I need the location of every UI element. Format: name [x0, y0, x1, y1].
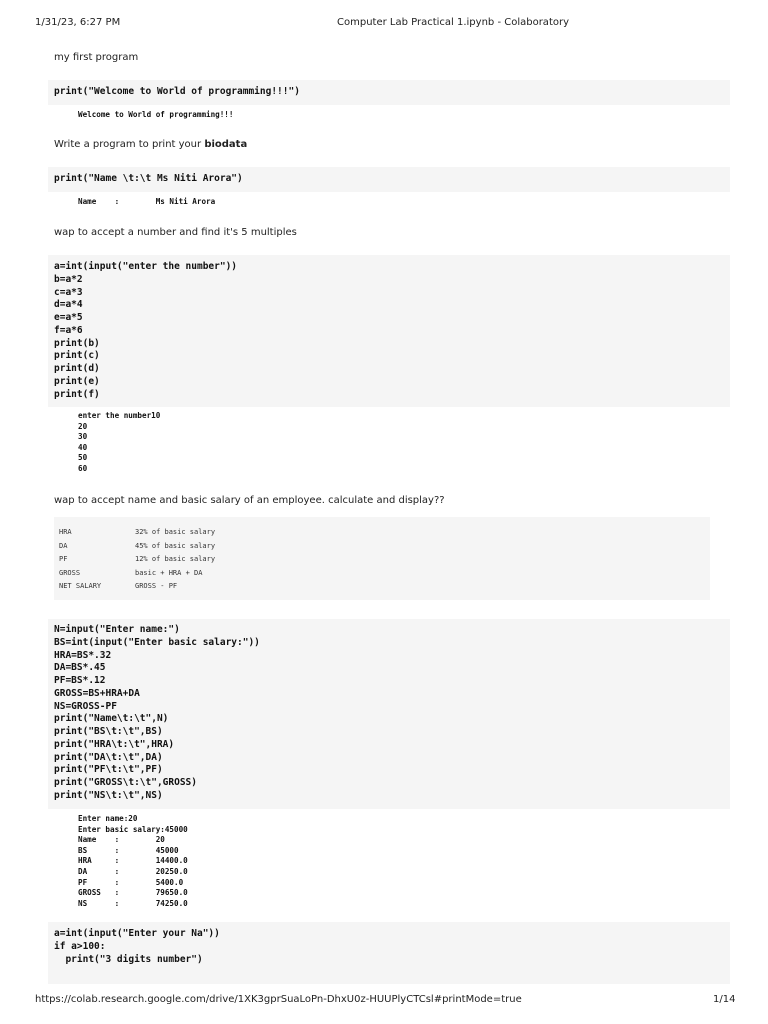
code-line: DA=BS*.45 — [54, 662, 106, 674]
code-line: HRA=BS*.32 — [54, 649, 112, 661]
output-line: GROSS : 79650.0 — [78, 888, 188, 898]
code-line: print(e) — [54, 375, 100, 387]
print-datetime: 1/31/23, 6:27 PM — [35, 17, 121, 28]
code-line: e=a*5 — [54, 312, 83, 323]
table-cell: 45% of basic salary — [135, 541, 216, 550]
output-line: Name : Ms Niti Arora — [78, 197, 216, 206]
code-line: print("3 digits number") — [54, 953, 203, 965]
code-line: print("PF\t:\t",PF) — [54, 764, 163, 776]
markdown-cell-4: wap to accept name and basic salary of an employee. calculate and display?? — [54, 495, 445, 506]
output-line: Enter basic salary:45000 — [78, 824, 188, 834]
markdown-cell-1: my first program — [54, 52, 139, 63]
code-line: c=a*3 — [54, 286, 83, 298]
output-line: 50 — [78, 453, 88, 463]
table-row — [54, 526, 710, 540]
output-cell-4 — [78, 814, 188, 909]
output-line: BS : 45000 — [78, 845, 179, 855]
table-cell: NET SALARY — [59, 582, 102, 591]
code-line: print("BS\t:\t",BS) — [54, 726, 163, 737]
code-line: print("Name \t:\t Ms Niti Arora") — [54, 173, 243, 184]
code-line: GROSS=BS+HRA+DA — [54, 687, 140, 699]
output-line: enter the number10 — [78, 411, 161, 420]
output-cell-1 — [78, 110, 233, 121]
output-line: 30 — [78, 432, 88, 442]
code-line: a=int(input("enter the number")) — [54, 261, 238, 272]
table-cell: GROSS - PF — [135, 582, 178, 591]
table-cell: DA — [59, 541, 68, 550]
code-cell-4[interactable] — [48, 619, 730, 809]
table-row — [54, 553, 710, 567]
code-line: print("DA\t:\t",DA) — [54, 751, 163, 763]
table-row — [54, 540, 710, 554]
markdown-bold-text: biodata — [204, 139, 248, 150]
output-line: DA : 20250.0 — [78, 866, 188, 876]
code-line: print(b) — [54, 337, 100, 349]
table-row — [54, 580, 710, 594]
output-line: 40 — [78, 442, 88, 452]
table-cell: HRA — [59, 528, 72, 536]
code-line: N=input("Enter name:") — [54, 624, 180, 635]
output-line: HRA : 14400.0 — [78, 856, 188, 866]
table-cell: 12% of basic salary — [135, 555, 216, 564]
code-line: if a>100: — [54, 940, 106, 952]
code-line: b=a*2 — [54, 273, 83, 285]
code-line: a=int(input("Enter your Na")) — [54, 928, 220, 939]
table-cell: 32% of basic salary — [135, 528, 216, 536]
code-line: print("Name\t:\t",N) — [54, 713, 169, 725]
table-cell: PF — [59, 555, 68, 564]
output-line: PF : 5400.0 — [78, 877, 184, 887]
code-line: PF=BS*.12 — [54, 675, 106, 686]
code-line: print(d) — [54, 363, 100, 374]
code-line: print("NS\t:\t",NS) — [54, 789, 163, 801]
output-line: Enter name:20 — [78, 814, 138, 823]
code-line: print(c) — [54, 350, 100, 362]
code-cell-2[interactable] — [48, 167, 730, 192]
code-cell-1[interactable] — [48, 80, 730, 105]
code-cell-3[interactable] — [48, 255, 730, 407]
code-line: d=a*4 — [54, 299, 83, 311]
output-line: NS : 74250.0 — [78, 898, 188, 908]
output-line: 60 — [78, 463, 88, 473]
markdown-text: Write a program to print your — [54, 139, 205, 150]
markdown-cell-2 — [54, 139, 247, 150]
output-cell-3 — [78, 411, 160, 475]
output-line: Name : 20 — [78, 835, 165, 845]
table-row — [54, 567, 710, 581]
page-number: 1/14 — [713, 994, 736, 1005]
output-line: Welcome to World of programming!!! — [78, 110, 234, 119]
document-title: Computer Lab Practical 1.ipynb - Colaboratory — [337, 17, 570, 28]
table-cell: basic + HRA + DA — [135, 568, 203, 577]
code-line: NS=GROSS-PF — [54, 700, 117, 712]
page-url: https://colab.research.google.com/drive/1XK3gprSuaLoPn-DhxU0z-HUUPlyCTCsl#printMode=true — [35, 994, 522, 1005]
table-cell: GROSS — [59, 568, 81, 577]
code-line: print("HRA\t:\t",HRA) — [54, 738, 175, 750]
code-line: print(f) — [54, 388, 100, 400]
markdown-cell-3: wap to accept a number and find it's 5 multiples — [54, 227, 297, 238]
code-line: f=a*6 — [54, 324, 83, 336]
code-cell-5[interactable] — [48, 922, 730, 984]
code-line: print("GROSS\t:\t",GROSS) — [54, 777, 197, 788]
code-line: print("Welcome to World of programming!!!") — [54, 86, 300, 97]
output-line: 20 — [78, 421, 88, 431]
code-line: BS=int(input("Enter basic salary:")) — [54, 636, 260, 648]
salary-table — [54, 517, 710, 600]
output-cell-2 — [78, 197, 215, 208]
